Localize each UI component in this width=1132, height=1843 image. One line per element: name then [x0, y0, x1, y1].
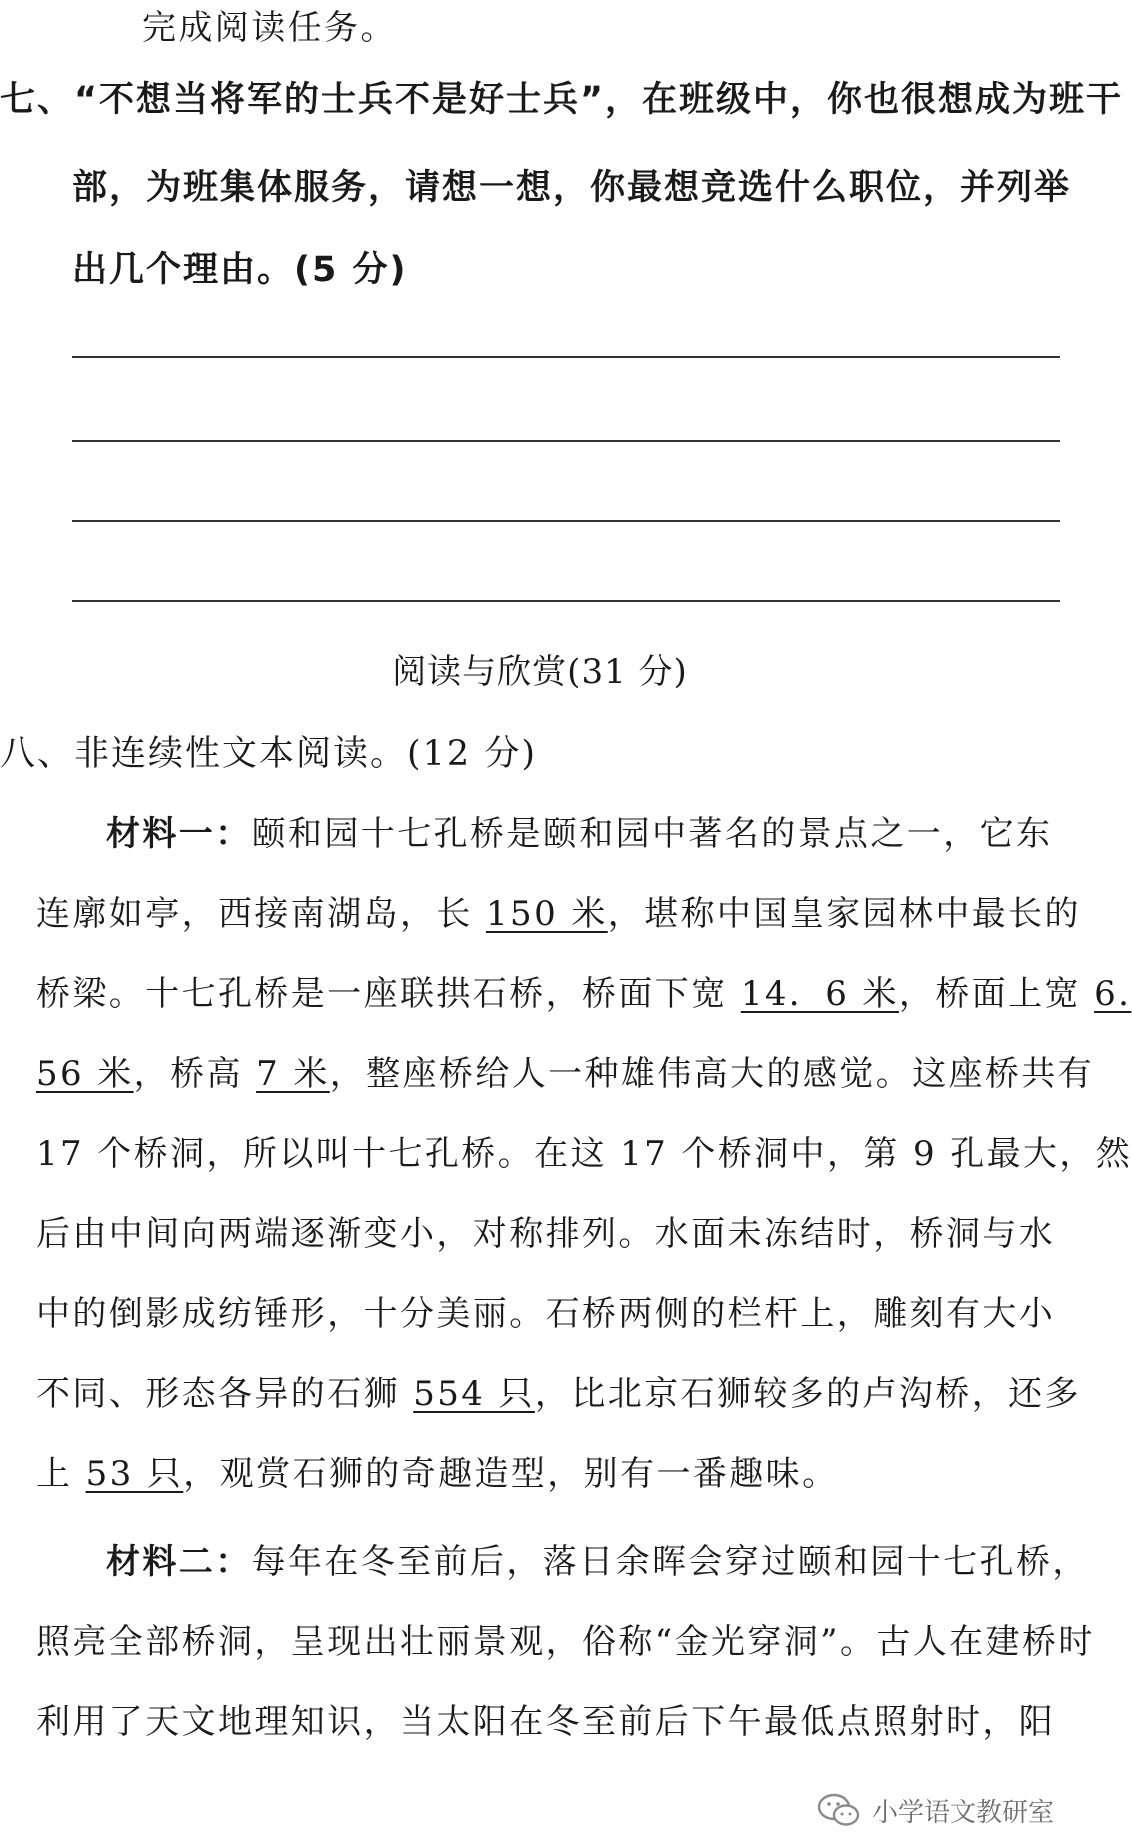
question-7-line-2: 部，为班集体服务，请想一想，你最想竞选什么职位，并列举 — [72, 168, 1072, 208]
question-8-title: 八、非连续性文本阅读。(12 分) — [0, 734, 537, 774]
top-width-value-part2: 56 米 — [36, 1054, 134, 1094]
lion-extra-value: 53 只 — [85, 1454, 184, 1494]
material-1-line-7: 中的倒影成纺锤形，十分美丽。石桥两侧的栏杆上，雕刻有大小 — [36, 1294, 1056, 1334]
material-1-line-2: 连廓如亭，西接南湖岛，长 150 米，堪称中国皇家园林中最长的 — [36, 894, 1081, 934]
material-1-line-8: 不同、形态各异的石狮 554 只，比北京石狮较多的卢沟桥，还多 — [36, 1374, 1081, 1414]
lion-count-value: 554 只 — [413, 1374, 535, 1414]
answer-line-1[interactable] — [72, 356, 1060, 358]
watermark — [816, 1791, 1054, 1829]
question-7-line-3: 出几个理由。(5 分) — [72, 250, 408, 290]
answer-line-3[interactable] — [72, 520, 1060, 522]
material-2-line-1: 材料二：每年在冬至前后，落日余晖会穿过颐和园十七孔桥， — [106, 1542, 1089, 1582]
watermark-text: 小学语文教研室 — [871, 1797, 1054, 1828]
material-2-label: 材料二： — [106, 1542, 252, 1582]
height-value: 7 米 — [256, 1054, 330, 1094]
answer-line-2[interactable] — [72, 440, 1060, 442]
material-1-line-3: 桥梁。十七孔桥是一座联拱石桥，桥面下宽 14．6 米，桥面上宽 6. — [36, 974, 1132, 1014]
material-1-line-9: 上 53 只，观赏石狮的奇趣造型，别有一番趣味。 — [36, 1454, 839, 1494]
material-1-line-6: 后由中间向两端逐渐变小，对称排列。水面未冻结时，桥洞与水 — [36, 1214, 1056, 1254]
material-1-label: 材料一： — [106, 814, 252, 854]
length-value: 150 米 — [486, 894, 608, 934]
answer-line-4[interactable] — [72, 600, 1060, 602]
material-1-line-1: 材料一：颐和园十七孔桥是颐和园中著名的景点之一，它东 — [106, 814, 1053, 854]
section-heading: 阅读与欣赏(31 分) — [392, 652, 688, 692]
material-2-line-3: 利用了天文地理知识，当太阳在冬至前后下午最低点照射时，阳 — [36, 1702, 1056, 1742]
bottom-width-value: 14．6 米 — [740, 974, 899, 1014]
material-2-line-2: 照亮全部桥洞，呈现出壮丽景观，俗称“金光穿洞”。古人在建桥时 — [36, 1622, 1095, 1662]
intro-tail: 完成阅读任务。 — [142, 8, 397, 48]
wechat-icon — [816, 1791, 862, 1829]
question-7-line-1: 七、“不想当将军的士兵不是好士兵”，在班级中，你也很想成为班干 — [0, 80, 1124, 120]
material-1-line-5: 17 个桥洞，所以叫十七孔桥。在这 17 个桥洞中，第 9 孔最大，然 — [36, 1134, 1132, 1174]
material-1-line-4: 56 米，桥高 7 米，整座桥给人一种雄伟高大的感觉。这座桥共有 — [36, 1054, 1095, 1094]
top-width-value-part1: 6. — [1094, 974, 1132, 1014]
